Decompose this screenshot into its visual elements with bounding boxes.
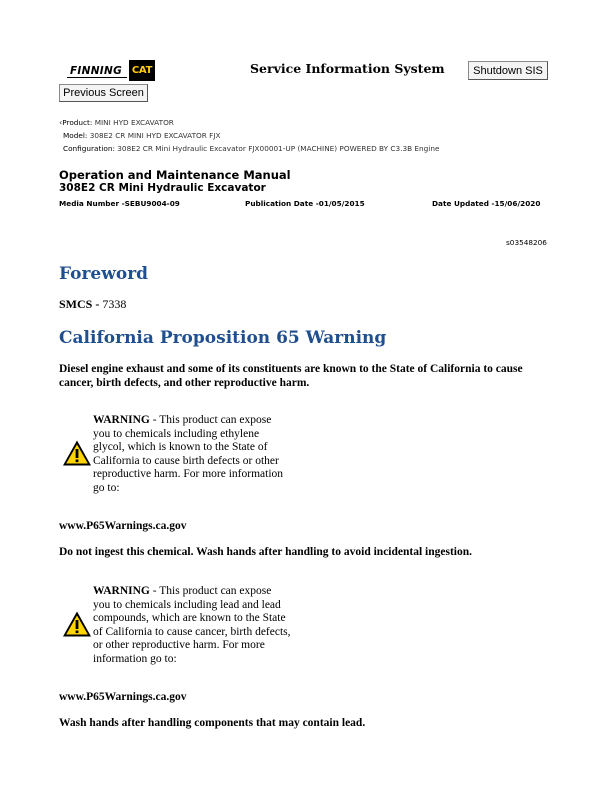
p65-link-1[interactable]: www.P65Warnings.ca.gov	[59, 520, 187, 532]
manual-title: Operation and Maintenance Manual	[59, 168, 291, 182]
cat-logo-text: CAT	[129, 60, 155, 81]
publication-date: Publication Date -01/05/2015	[245, 199, 365, 208]
warning-2-line-5: or other reproductive harm. For more	[93, 639, 265, 652]
warning-label-1: WARNING	[93, 414, 150, 426]
foreword-heading: Foreword	[59, 264, 149, 284]
sis-title: Service Information System	[250, 61, 445, 76]
configuration-line	[63, 144, 439, 153]
product-value: MINI HYD EXCAVATOR	[94, 118, 174, 127]
model-line	[63, 131, 221, 140]
smcs-value: 7338	[102, 297, 127, 311]
ingest-note: Do not ingest this chemical. Wash hands after handling to avoid incidental ingestion.	[59, 546, 473, 558]
shutdown-sis-button[interactable]: Shutdown SIS	[468, 61, 548, 80]
warning-label-2: WARNING	[93, 585, 150, 597]
warning-1-line-2: you to chemicals including ethylene	[93, 427, 260, 440]
product-line	[59, 118, 174, 127]
warning-triangle-icon	[62, 610, 92, 638]
document-id: s03548206	[506, 238, 547, 247]
warning-2-line-1: - This product can expose	[149, 585, 272, 597]
model-label: Model:	[63, 131, 88, 140]
smcs-line	[59, 297, 126, 312]
warning-2-line-3: compounds, which are known to the State	[93, 612, 286, 625]
back-arrow-icon[interactable]: ‹	[59, 118, 63, 127]
warning-block-1	[62, 414, 312, 504]
product-label: Product:	[62, 118, 93, 127]
media-number: Media Number -SEBU9004-09	[59, 199, 180, 208]
warning-1-line-6: go to:	[93, 481, 120, 494]
prop65-intro-line-2: cancer, birth defects, and other reproductive harm.	[59, 377, 310, 389]
warning-block-2	[62, 585, 312, 675]
manual-subtitle: 308E2 CR Mini Hydraulic Excavator	[59, 182, 266, 194]
warning-1-line-4: California to cause birth defects or other	[93, 454, 279, 467]
finning-cat-logo	[63, 60, 155, 81]
lead-note: Wash hands after handling components that may contain lead.	[59, 717, 366, 729]
warning-text-1	[93, 414, 308, 496]
configuration-label: Configuration:	[63, 144, 115, 153]
prop65-intro-line-1: Diesel engine exhaust and some of its constituents are known to the State of California to cause	[59, 363, 523, 375]
model-value: 308E2 CR MINI HYD EXCAVATOR FJX	[89, 131, 221, 140]
prop65-intro	[59, 362, 523, 390]
prop65-heading: California Proposition 65 Warning	[59, 328, 387, 348]
warning-1-line-1: - This product can expose	[149, 414, 272, 426]
warning-2-line-4: of California to cause cancer, birth defects,	[93, 625, 291, 638]
p65-link-2[interactable]: www.P65Warnings.ca.gov	[59, 691, 187, 703]
warning-2-line-6: information go to:	[93, 652, 177, 665]
previous-screen-button[interactable]: Previous Screen	[59, 84, 148, 102]
warning-1-line-3: glycol, which is known to the State of	[93, 441, 268, 454]
warning-2-line-2: you to chemicals including lead and lead	[93, 598, 281, 611]
warning-1-line-5: reproductive harm. For more information	[93, 468, 284, 481]
warning-text-2	[93, 585, 308, 667]
finning-logo-text: FINNING	[63, 60, 129, 81]
smcs-label: SMCS -	[59, 297, 100, 311]
date-updated: Date Updated -15/06/2020	[432, 199, 541, 208]
configuration-value: 308E2 CR Mini Hydraulic Excavator FJX00001-UP (MACHINE) POWERED BY C3.3B Engine	[117, 144, 440, 153]
warning-triangle-icon	[62, 439, 92, 467]
